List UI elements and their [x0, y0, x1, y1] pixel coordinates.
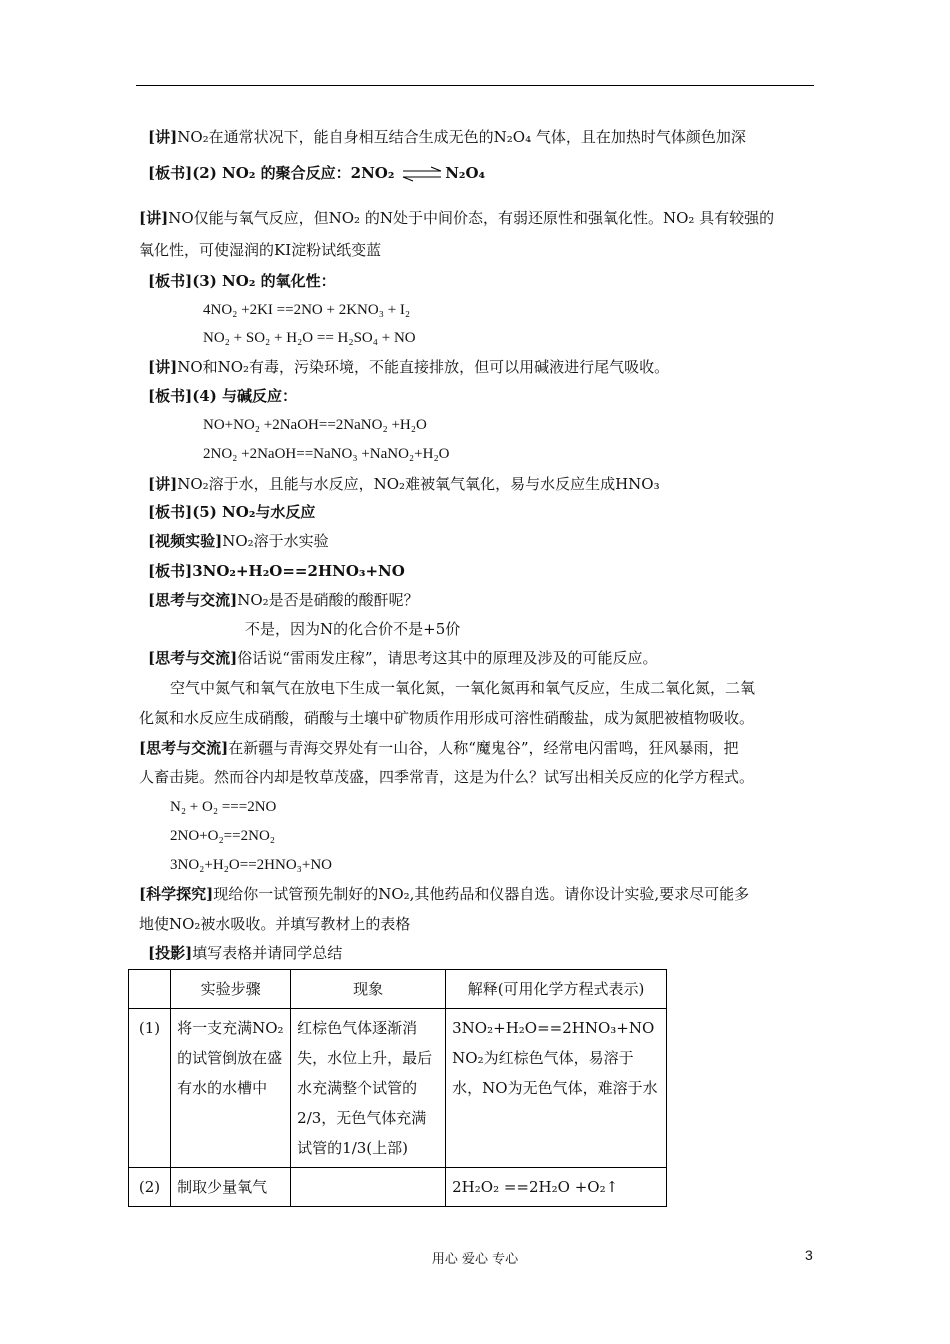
- line-tag: [思考与交流]: [148, 591, 238, 609]
- text-line: [148, 127, 746, 147]
- line-text: 填写表格并请同学总结: [192, 944, 343, 962]
- text-line: [139, 738, 739, 758]
- text-line: [139, 240, 381, 260]
- line-text: NO+NO₂ +2NaOH==2NaNO₂ +H₂O: [203, 417, 427, 433]
- table-cell: 3NO₂+H₂O==2HNO₃+NO NO₂为红棕色气体，易溶于水，NO为无色气体，难溶于水: [446, 1009, 667, 1168]
- table-header-cell: 实验步骤: [171, 970, 291, 1009]
- line-text: 俗话说“雷雨发庄稼”，请思考这其中的原理及涉及的可能反应。: [237, 649, 658, 667]
- line-text: 人畜击毙。然而谷内却是牧草茂盛，四季常青，这是为什么？试写出相关反应的化学方程式。: [139, 768, 755, 786]
- table-row: [129, 1009, 667, 1168]
- text-line: [139, 767, 754, 787]
- line-tag: [讲]: [148, 475, 178, 493]
- line-tag: [板书]: [148, 562, 193, 580]
- line-tag: [板书]: [148, 164, 193, 182]
- line-tag: [板书]: [148, 503, 193, 521]
- table-cell: 制取少量氧气: [171, 1168, 291, 1207]
- line-tag: [板书]: [148, 387, 193, 405]
- line-text: NO仅能与氧气反应，但NO₂ 的N处于中间价态，有弱还原性和强氧化性。NO₂ 具有较强的: [168, 209, 775, 227]
- line-tag: [视频实验]: [148, 532, 223, 550]
- equation-line: [203, 300, 410, 320]
- line-text: 现给你一试管预先制好的NO₂,其他药品和仪器自选。请你设计实验,要求尽可能多: [213, 885, 750, 903]
- line-text: 2NO₂ +2NaOH==NaNO₃ +NaNO₂+H₂O: [203, 446, 450, 462]
- line-text: NO₂是否是硝酸的酸酐呢？: [237, 591, 419, 609]
- equation-line: [170, 797, 276, 817]
- line-text: N₂ + O₂ ===2NO: [170, 799, 277, 815]
- line-tag: [思考与交流]: [148, 649, 238, 667]
- line-text: 3NO₂+H₂O==2HNO₃+NO: [192, 562, 405, 580]
- line-text: (4) 与碱反应：: [192, 387, 298, 405]
- line-text: 不是，因为N的化合价不是+5价: [245, 620, 461, 638]
- line-text: (5) NO₂与水反应: [192, 503, 316, 521]
- line-text: 4NO₂ +2KI ==2NO + 2KNO₃ + I₂: [203, 302, 411, 318]
- equation-line: [203, 415, 427, 435]
- line-text: 3NO₂+H₂O==2HNO₃+NO: [170, 857, 333, 873]
- text-line: [139, 884, 749, 904]
- line-text: 空气中氮气和氧气在放电下生成一氧化氮，一氧化氮再和氧气反应，生成二氧化氮，二氧: [170, 679, 756, 697]
- table-cell: [291, 1168, 446, 1207]
- text-line: [148, 357, 669, 377]
- reversible-arrow-icon: [401, 166, 443, 182]
- line-text: N₂O₄: [445, 164, 486, 182]
- experiment-table: [128, 969, 667, 1207]
- line-tag: [讲]: [148, 358, 178, 376]
- line-text: 化氮和水反应生成硝酸，硝酸与土壤中矿物质作用形成可溶性硝酸盐，成为氮肥被植物吸收。: [139, 709, 755, 727]
- equation-line: [170, 826, 275, 846]
- line-text: 2NO+O₂==2NO₂: [170, 828, 275, 844]
- line-text: 地使NO₂被水吸收。并填写教材上的表格: [139, 915, 411, 933]
- text-line: [148, 502, 315, 522]
- line-tag: [板书]: [148, 272, 193, 290]
- table-header-cell: [129, 970, 171, 1009]
- equation-line: [203, 328, 416, 348]
- line-tag: [讲]: [148, 128, 178, 146]
- text-line: [148, 163, 485, 183]
- table-cell: 将一支充满NO₂的试管倒放在盛有水的水槽中: [171, 1009, 291, 1168]
- line-text: (2) NO₂ 的聚合反应：2NO₂: [192, 164, 395, 182]
- table-cell: 红棕色气体逐渐消失，水位上升，最后水充满整个试管的2/3，无色气体充满试管的1/3(上部): [291, 1009, 446, 1168]
- text-line: [148, 386, 297, 406]
- text-line: [148, 271, 336, 291]
- equation-line: [170, 855, 332, 875]
- text-line: [139, 208, 774, 228]
- page-footer: 用心 爱心 专心: [431, 1252, 519, 1267]
- text-line: [139, 914, 410, 934]
- line-tag: [投影]: [148, 944, 193, 962]
- table-header-row: [129, 970, 667, 1009]
- table-header-cell: 解释(可用化学方程式表示): [446, 970, 667, 1009]
- table-cell: (2): [129, 1168, 171, 1207]
- table-header-cell: 现象: [291, 970, 446, 1009]
- line-tag: [思考与交流]: [139, 739, 229, 757]
- text-line: [139, 708, 754, 728]
- line-text: NO₂溶于水，且能与水反应，NO₂难被氧气氧化，易与水反应生成HNO₃: [177, 475, 660, 493]
- line-text: NO₂在通常状况下，能自身相互结合生成无色的N₂O₄ 气体，且在加热时气体颜色加深: [177, 128, 746, 146]
- page-number: 3: [805, 1247, 813, 1263]
- text-line: [148, 561, 405, 581]
- line-text: 氧化性，可使湿润的KI淀粉试纸变蓝: [139, 241, 382, 259]
- line-text: NO和NO₂有毒，污染环境，不能直接排放，但可以用碱液进行尾气吸收。: [177, 358, 670, 376]
- text-line: [148, 648, 658, 668]
- table-cell: 2H₂O₂ ==2H₂O +O₂↑: [446, 1168, 667, 1207]
- equation-line: [203, 444, 450, 464]
- line-text: 在新疆与青海交界处有一山谷，人称“魔鬼谷”，经常电闪雷鸣，狂风暴雨，把: [228, 739, 739, 757]
- line-text: NO₂溶于水实验: [222, 532, 329, 550]
- text-line: [148, 531, 329, 551]
- line-text: (3) NO₂ 的氧化性：: [192, 272, 336, 290]
- line-tag: [讲]: [139, 209, 169, 227]
- text-line: [245, 619, 460, 639]
- table-cell: (1): [129, 1009, 171, 1168]
- text-line: [170, 678, 755, 698]
- table-row: [129, 1168, 667, 1207]
- text-line: [148, 943, 342, 963]
- text-line: [148, 590, 419, 610]
- line-tag: [科学探究]: [139, 885, 214, 903]
- line-text: NO₂ + SO₂ + H₂O == H₂SO₄ + NO: [203, 330, 416, 346]
- text-line: [148, 474, 660, 494]
- header-rule: [136, 85, 814, 86]
